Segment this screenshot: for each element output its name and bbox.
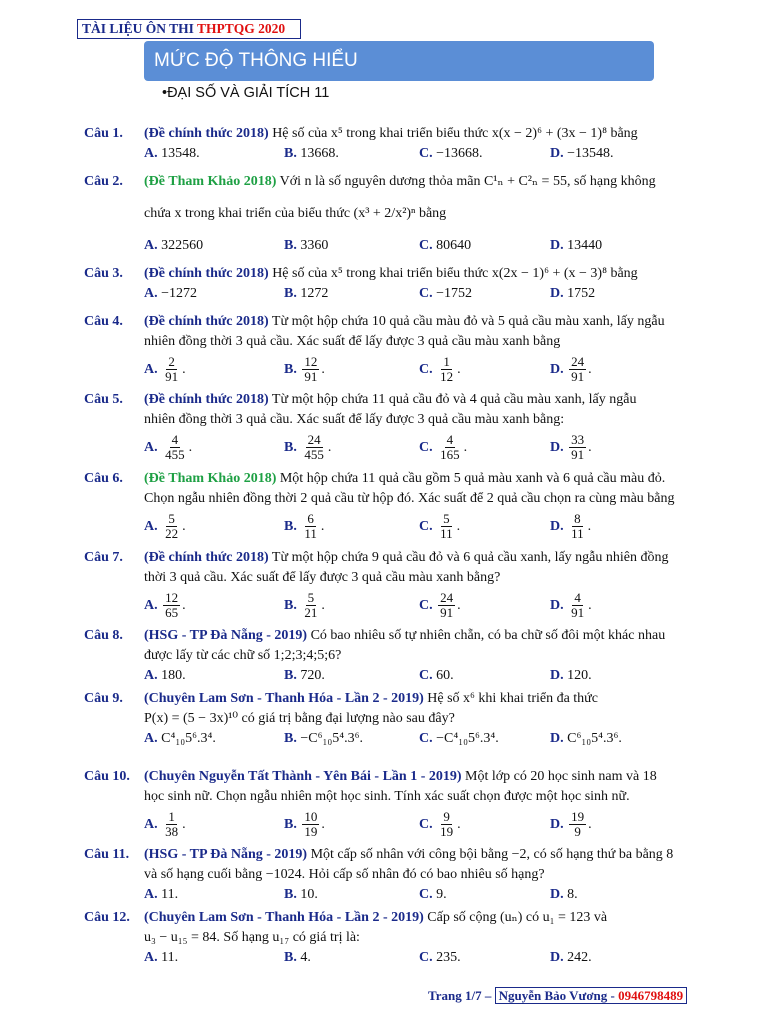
fraction	[569, 512, 586, 541]
option-letter: C.	[419, 598, 433, 613]
option-value: 13548.	[161, 146, 200, 161]
option-b[interactable]: B. $\frac{6}{11}$ .	[284, 511, 325, 542]
option-c[interactable]	[419, 948, 461, 968]
denominator: 165	[440, 447, 460, 463]
answer-options	[84, 885, 688, 905]
question-line-2: Chọn ngẫu nhiên đồng thời 2 quả cầu từ hộp đó. Xác suất để 2 quả cầu chọn ra cùng màu bằng	[144, 491, 675, 506]
question-line-1: Cấp số cộng (uₙ) có u₁ = 123 và	[423, 910, 608, 925]
fraction	[163, 591, 180, 620]
question-line-1: Một lớp có 20 học sinh nam và 18	[461, 769, 657, 784]
option-a[interactable]: A. $\frac{4}{455}$ .	[144, 432, 193, 463]
option-letter: C.	[419, 950, 433, 965]
option-value: −C⁶₁₀5⁴.3⁶.	[300, 731, 363, 746]
option-letter: B.	[284, 286, 297, 301]
numerator: 10	[304, 809, 318, 825]
question-source: (Đề chính thức 2018)	[144, 550, 269, 565]
option-letter: A.	[144, 519, 158, 534]
numerator: 4	[446, 432, 454, 448]
question-source: (Đề chính thức 2018)	[144, 266, 269, 281]
question-source: (Đề chính thức 2018)	[144, 392, 269, 407]
question-9	[84, 689, 688, 749]
option-value: 8.	[567, 887, 578, 902]
option-a[interactable]	[144, 236, 203, 256]
option-letter: A.	[144, 362, 158, 377]
option-c[interactable]: C. $\frac{5}{11}$ .	[419, 511, 461, 542]
question-text	[144, 469, 688, 489]
question-line-2: thời 3 quả cầu. Xác suất để lấy được 3 quả cầu màu xanh bằng?	[144, 570, 501, 585]
denominator: 455	[304, 447, 324, 463]
numerator: 2	[168, 354, 175, 370]
question-line-1: Hệ số x⁶ khi khai triển đa thức	[423, 691, 598, 706]
option-a[interactable]: A. $\frac{2}{91}$ .	[144, 354, 186, 385]
question-text	[144, 264, 688, 284]
option-letter: A.	[144, 731, 158, 746]
question-number: Câu 10.	[84, 769, 130, 784]
option-letter: A.	[144, 238, 158, 253]
question-1	[84, 124, 688, 164]
question-2	[84, 172, 688, 256]
question-number: Câu 3.	[84, 266, 123, 281]
option-a[interactable]	[144, 729, 216, 749]
answer-options	[84, 948, 688, 968]
question-line-1: Một cấp số nhân với công bội bằng −2, có số hạng thứ ba bằng 8	[307, 847, 674, 862]
answer-options	[84, 236, 688, 256]
denominator: 91	[440, 605, 454, 621]
option-a[interactable]: A. $\frac{1}{38}$ .	[144, 809, 186, 840]
fraction	[163, 355, 180, 384]
option-a[interactable]	[144, 666, 186, 686]
option-value: 9.	[436, 887, 447, 902]
answer-options	[84, 144, 688, 164]
option-letter: A.	[144, 286, 158, 301]
denominator: 11	[304, 526, 317, 542]
question-source: (Chuyên Lam Sơn - Thanh Hóa - Lần 2 - 2019)	[144, 691, 424, 706]
denominator: 91	[571, 369, 585, 385]
option-value: 3360	[300, 238, 329, 253]
denominator: 22	[165, 526, 179, 542]
answer-options	[84, 352, 688, 388]
option-letter: A.	[144, 950, 158, 965]
option-letter: C.	[419, 731, 433, 746]
option-letter: C.	[419, 238, 433, 253]
answer-options	[84, 729, 688, 749]
question-number: Câu 5.	[84, 392, 123, 407]
answer-options	[84, 807, 688, 843]
question-text	[144, 172, 688, 192]
question-10	[84, 767, 688, 843]
fraction	[302, 512, 319, 541]
option-value: 80640	[436, 238, 472, 253]
fraction	[438, 810, 455, 839]
option-c[interactable]: C. $\frac{1}{12}$ .	[419, 354, 461, 385]
option-letter: C.	[419, 887, 433, 902]
option-letter: C.	[419, 519, 433, 534]
option-letter: B.	[284, 440, 297, 455]
question-number: Câu 7.	[84, 550, 123, 565]
denominator: 91	[165, 369, 179, 385]
question-line-1: Hệ số của x⁵ trong khai triển biểu thức x(x − 2)⁶ + (3x − 1)⁸ bằng	[268, 126, 638, 141]
option-letter: A.	[144, 668, 158, 683]
question-line-2: nhiên đồng thời 3 quả cầu. Xác suất để lấy được 3 quả cầu màu xanh bằng	[144, 334, 561, 349]
option-a[interactable]: A. $\frac{12}{65}$ .	[144, 590, 186, 621]
option-letter: D.	[550, 519, 564, 534]
denominator: 91	[304, 369, 318, 385]
question-text	[144, 845, 688, 865]
option-b[interactable]	[284, 885, 318, 905]
denominator: 455	[165, 447, 185, 463]
option-letter: D.	[550, 440, 564, 455]
answer-options	[84, 509, 688, 545]
option-d[interactable]	[550, 948, 592, 968]
numerator: 24	[307, 432, 321, 448]
question-7	[84, 548, 688, 624]
option-b[interactable]: B. $\frac{12}{91}$ .	[284, 354, 325, 385]
option-letter: A.	[144, 817, 158, 832]
question-line-2: u₃ − u₁₅ = 84. Số hạng u₁₇ có giá trị là:	[144, 930, 360, 945]
question-number: Câu 4.	[84, 314, 123, 329]
option-letter: A.	[144, 440, 158, 455]
question-line-1: Với n là số nguyên dương thỏa mãn C¹ₙ + C²ₙ = 55, số hạng không	[276, 174, 656, 189]
question-text	[144, 548, 688, 568]
answer-options	[84, 430, 688, 466]
question-line-1: Từ một hộp chứa 9 quả cầu đỏ và 6 quả cầu xanh, lấy ngẫu nhiên đồng	[268, 550, 669, 565]
option-b[interactable]: B. $\frac{10}{19}$ .	[284, 809, 325, 840]
fraction	[302, 810, 319, 839]
option-value: −C⁴₁₀5⁶.3⁴.	[436, 731, 499, 746]
numerator: 5	[307, 590, 315, 606]
question-3	[84, 264, 688, 304]
option-value: 235.	[436, 950, 461, 965]
option-letter: B.	[284, 362, 297, 377]
author-name: Nguyễn Bảo Vương -	[498, 988, 619, 1003]
numerator: 24	[440, 590, 454, 606]
fraction	[438, 355, 455, 384]
option-a[interactable]	[144, 948, 178, 968]
denominator: 11	[571, 526, 584, 542]
fraction	[438, 591, 455, 620]
question-line-2: chứa x trong khai triển của biểu thức (x³ + 2/x²)ⁿ bằng	[144, 206, 447, 221]
fraction	[569, 810, 586, 839]
option-letter: B.	[284, 146, 297, 161]
option-b[interactable]	[284, 948, 311, 968]
numerator: 19	[571, 809, 585, 825]
option-value: −13668.	[436, 146, 483, 161]
denominator: 19	[304, 824, 318, 840]
option-d[interactable]	[550, 144, 614, 164]
option-letter: A.	[144, 598, 158, 613]
option-letter: B.	[284, 817, 297, 832]
answer-options	[84, 284, 688, 304]
option-d[interactable]: D. $\frac{8}{11}$ .	[550, 511, 592, 542]
author-box	[495, 987, 688, 1004]
fraction	[163, 810, 180, 839]
fraction	[438, 512, 455, 541]
fraction	[163, 512, 180, 541]
fraction	[163, 433, 187, 462]
option-value: 13440	[567, 238, 603, 253]
question-line-2: P(x) = (5 − 3x)¹⁰ có giá trị bằng đại lượng nào sau đây?	[144, 711, 455, 726]
fraction	[302, 355, 319, 384]
answer-options	[84, 666, 688, 686]
question-text	[144, 626, 688, 646]
option-letter: B.	[284, 238, 297, 253]
option-b[interactable]	[284, 666, 325, 686]
numerator: 6	[307, 511, 314, 527]
option-value: 1272	[300, 286, 329, 301]
option-letter: C.	[419, 668, 433, 683]
option-value: C⁴₁₀5⁶.3⁴.	[161, 731, 216, 746]
question-source: (Đề chính thức 2018)	[144, 314, 269, 329]
fraction	[569, 591, 586, 620]
option-letter: B.	[284, 598, 297, 613]
option-letter: C.	[419, 146, 433, 161]
numerator: 1	[168, 809, 175, 825]
option-b[interactable]	[284, 284, 328, 304]
option-value: 4.	[300, 950, 311, 965]
option-c[interactable]	[419, 284, 472, 304]
numerator: 12	[165, 590, 179, 606]
numerator: 12	[304, 354, 318, 370]
option-letter: C.	[419, 440, 433, 455]
option-b[interactable]: B. $\frac{24}{455}$ .	[284, 432, 332, 463]
option-a[interactable]	[144, 144, 200, 164]
question-text	[144, 312, 688, 332]
option-value: −1272	[161, 286, 198, 301]
option-d[interactable]	[550, 885, 578, 905]
tag-text: TÀI LIỆU ÔN THI	[82, 21, 198, 36]
numerator: 4	[574, 590, 581, 606]
section-subheading: •ĐẠI SỐ VÀ GIẢI TÍCH 11	[162, 85, 330, 101]
option-value: 60.	[436, 668, 454, 683]
option-letter: D.	[550, 146, 564, 161]
option-letter: D.	[550, 238, 564, 253]
option-letter: A.	[144, 887, 158, 902]
question-line-1: Có bao nhiêu số tự nhiên chẵn, có ba chữ số đôi một khác nhau	[307, 628, 666, 643]
option-d[interactable]: D. $\frac{19}{9}$ .	[550, 809, 592, 840]
option-d[interactable]: D. $\frac{4}{91}$ .	[550, 590, 592, 621]
question-line-2: nhiên đồng thời 3 quả cầu. Xác suất để lấy được 3 quả cầu màu xanh bằng:	[144, 412, 565, 427]
option-letter: D.	[550, 950, 564, 965]
denominator: 65	[165, 605, 179, 621]
option-value: 10.	[300, 887, 318, 902]
question-number: Câu 6.	[84, 471, 123, 486]
option-d[interactable]: D. $\frac{24}{91}$ .	[550, 354, 592, 385]
question-line-1: Hệ số của x⁵ trong khai triển biểu thức x(2x − 1)⁶ + (x − 3)⁸ bằng	[268, 266, 638, 281]
option-a[interactable]	[144, 284, 197, 304]
option-d[interactable]	[550, 236, 602, 256]
option-b[interactable]	[284, 144, 339, 164]
question-8	[84, 626, 688, 686]
numerator: 5	[443, 511, 450, 527]
numerator: 1	[443, 354, 450, 370]
option-c[interactable]: C. $\frac{24}{91}$ .	[419, 590, 461, 621]
option-value: −1752	[436, 286, 473, 301]
option-value: 242.	[567, 950, 592, 965]
option-value: 120.	[567, 668, 592, 683]
question-line-1: Một hộp chứa 11 quả cầu gồm 5 quả màu xanh và 6 quả cầu màu đỏ.	[276, 471, 666, 486]
answer-options	[84, 588, 688, 624]
denominator: 9	[574, 824, 581, 840]
option-b[interactable]	[284, 729, 363, 749]
numerator: 24	[571, 354, 585, 370]
denominator: 38	[165, 824, 179, 840]
numerator: 8	[574, 511, 581, 527]
fraction	[302, 591, 319, 620]
question-number: Câu 11.	[84, 847, 130, 862]
option-c[interactable]: C. $\frac{4}{165}$ .	[419, 432, 468, 463]
option-value: 720.	[300, 668, 325, 683]
numerator: 9	[443, 809, 450, 825]
option-letter: C.	[419, 817, 433, 832]
option-value: 11.	[161, 950, 179, 965]
question-line-2: và số hạng cuối bằng −1024. Hỏi cấp số nhân đó có bao nhiêu số hạng?	[144, 867, 545, 882]
denominator: 91	[571, 605, 585, 621]
numerator: 4	[171, 432, 179, 448]
question-source: (HSG - TP Đà Nẵng - 2019)	[144, 847, 308, 862]
option-letter: D.	[550, 668, 564, 683]
option-letter: D.	[550, 362, 564, 377]
fraction	[569, 355, 586, 384]
question-4	[84, 312, 688, 388]
option-a[interactable]: A. $\frac{5}{22}$ .	[144, 511, 186, 542]
page-footer	[428, 988, 687, 1004]
fraction	[302, 433, 326, 462]
question-5	[84, 390, 688, 466]
question-6	[84, 469, 688, 545]
option-letter: D.	[550, 887, 564, 902]
question-12	[84, 908, 688, 968]
page-number: Trang 1/7 –	[428, 988, 495, 1003]
option-letter: D.	[550, 598, 564, 613]
option-value: C⁶₁₀5⁴.3⁶.	[567, 731, 622, 746]
option-letter: B.	[284, 731, 297, 746]
question-source: (Đề Tham Khảo 2018)	[144, 174, 277, 189]
option-d[interactable]	[550, 729, 622, 749]
question-source: (HSG - TP Đà Nẵng - 2019)	[144, 628, 308, 643]
document-tag	[77, 19, 301, 39]
numerator: 5	[168, 511, 175, 527]
option-c[interactable]: C. $\frac{9}{19}$ .	[419, 809, 461, 840]
option-b[interactable]	[284, 236, 328, 256]
question-line-2: được lấy từ các chữ số 1;2;3;4;5;6?	[144, 648, 342, 663]
option-letter: B.	[284, 668, 297, 683]
question-line-2: học sinh nữ. Chọn ngẫu nhiên một học sinh. Tính xác suất chọn được một học sinh nữ.	[144, 789, 630, 804]
option-c[interactable]	[419, 236, 471, 256]
question-source: (Chuyên Nguyễn Tất Thành - Yên Bái - Lần 1 - 2019)	[144, 769, 462, 784]
option-c[interactable]	[419, 666, 454, 686]
option-value: −13548.	[567, 146, 614, 161]
numerator: 33	[571, 432, 585, 448]
question-number: Câu 12.	[84, 910, 130, 925]
option-value: 1752	[567, 286, 596, 301]
question-number: Câu 1.	[84, 126, 123, 141]
option-value: 180.	[161, 668, 186, 683]
question-text	[144, 908, 688, 928]
option-letter: C.	[419, 286, 433, 301]
option-c[interactable]	[419, 144, 483, 164]
option-b[interactable]: B. $\frac{5}{21}$ .	[284, 590, 325, 621]
option-value: 11.	[161, 887, 179, 902]
option-letter: C.	[419, 362, 433, 377]
author-phone: 0946798489	[618, 988, 684, 1003]
denominator: 21	[304, 605, 318, 621]
option-c[interactable]	[419, 885, 447, 905]
denominator: 19	[440, 824, 454, 840]
fraction	[569, 433, 586, 462]
option-d[interactable]: D. $\frac{33}{91}$ .	[550, 432, 592, 463]
option-value: 322560	[161, 238, 204, 253]
question-number: Câu 9.	[84, 691, 123, 706]
question-11	[84, 845, 688, 905]
option-letter: A.	[144, 146, 158, 161]
option-letter: D.	[550, 817, 564, 832]
option-letter: B.	[284, 950, 297, 965]
option-letter: B.	[284, 519, 297, 534]
question-number: Câu 2.	[84, 174, 123, 189]
denominator: 11	[440, 526, 453, 542]
question-text	[144, 767, 688, 787]
question-source: (Đề Tham Khảo 2018)	[144, 471, 277, 486]
option-d[interactable]	[550, 666, 592, 686]
option-d[interactable]	[550, 284, 595, 304]
option-letter: D.	[550, 731, 564, 746]
denominator: 12	[440, 369, 454, 385]
question-number: Câu 8.	[84, 628, 123, 643]
section-banner: MỨC ĐỘ THÔNG HIỂU	[144, 41, 654, 81]
question-text	[144, 689, 688, 709]
question-line-1: Từ một hộp chứa 10 quả cầu màu đỏ và 5 quả cầu màu xanh, lấy ngẫu	[268, 314, 665, 329]
question-text	[144, 124, 688, 144]
question-text	[144, 390, 688, 410]
option-c[interactable]	[419, 729, 499, 749]
option-value: 13668.	[300, 146, 339, 161]
fraction	[438, 433, 462, 462]
question-source: (Chuyên Lam Sơn - Thanh Hóa - Lần 2 - 2019)	[144, 910, 424, 925]
denominator: 91	[571, 447, 585, 463]
question-source: (Đề chính thức 2018)	[144, 126, 269, 141]
option-letter: D.	[550, 286, 564, 301]
question-line-1: Từ một hộp chứa 11 quả cầu đỏ và 4 quả cầu màu xanh, lấy ngẫu	[268, 392, 637, 407]
option-a[interactable]	[144, 885, 178, 905]
option-letter: B.	[284, 887, 297, 902]
tag-exam: THPTQG 2020	[197, 21, 286, 36]
